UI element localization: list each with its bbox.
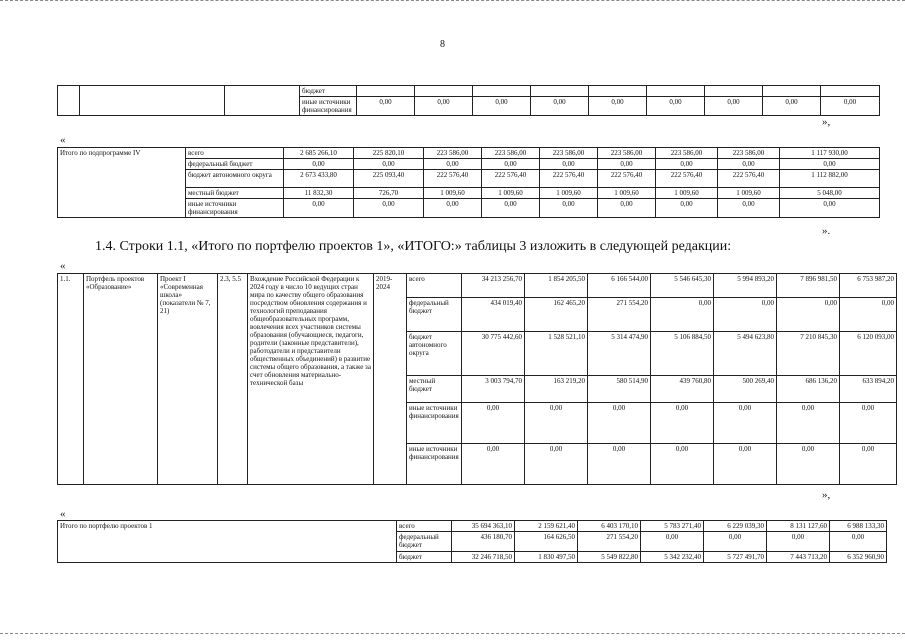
value-cell: 222 576,40 xyxy=(540,170,598,188)
value-cell: 6 120 093,00 xyxy=(840,332,897,376)
subprogram-title: Итого по подпрограмме IV xyxy=(58,148,186,218)
row-label: местный бюджет xyxy=(186,188,284,199)
value-cell: 5 314 474,90 xyxy=(588,332,651,376)
value-cell: 7 896 981,50 xyxy=(777,274,840,298)
value-cell: 0,00 xyxy=(777,403,840,444)
value-cell: 225 820,10 xyxy=(354,148,424,159)
value-cell: 0,00 xyxy=(821,97,880,116)
value-cell: 6 403 170,10 xyxy=(578,521,641,532)
value-cell xyxy=(531,86,589,97)
row-label: бюджет автономного округа xyxy=(186,170,284,188)
value-cell: 5 048,00 xyxy=(780,188,880,199)
value-cell: 0,00 xyxy=(424,199,482,218)
row-label: иные источники финансирования xyxy=(407,403,462,444)
value-cell: 1 854 205,50 xyxy=(525,274,588,298)
value-cell xyxy=(821,86,880,97)
value-cell: 223 586,00 xyxy=(656,148,718,159)
value-cell xyxy=(415,86,473,97)
value-cell: 5 106 884,50 xyxy=(651,332,714,376)
project-name: Проект I «Современная школа» (показатели № 7, 21) xyxy=(158,274,218,485)
row-label: бюджет xyxy=(397,552,452,563)
value-cell: 0,00 xyxy=(357,97,415,116)
portfolio-name: Портфель проектов «Образование» xyxy=(84,274,158,485)
value-cell: 223 586,00 xyxy=(424,148,482,159)
row-label: бюджет xyxy=(300,86,357,97)
value-cell: 5 549 822,80 xyxy=(578,552,641,563)
page-bottom-edge xyxy=(0,633,905,636)
value-cell: 0,00 xyxy=(780,199,880,218)
row-label: бюджет автономного округа xyxy=(407,332,462,376)
value-cell: 5 546 645,30 xyxy=(651,274,714,298)
value-cell: 0,00 xyxy=(840,444,897,485)
value-cell: 1 009,60 xyxy=(656,188,718,199)
row-label: всего xyxy=(186,148,284,159)
value-cell: 222 576,40 xyxy=(718,170,780,188)
close-quote: », xyxy=(822,116,831,128)
value-cell: 0,00 xyxy=(284,199,354,218)
page-top-edge xyxy=(0,0,905,3)
row-label: иные источники финансирования xyxy=(300,97,357,116)
value-cell: 0,00 xyxy=(462,444,525,485)
row-label: федеральный бюджет xyxy=(397,532,452,552)
value-cell: 0,00 xyxy=(656,159,718,170)
value-cell: 0,00 xyxy=(424,159,482,170)
empty-cell xyxy=(80,86,225,116)
row-label: иные источники финансирования xyxy=(186,199,284,218)
table-portfolio-1-total xyxy=(57,520,887,563)
value-cell: 6 988 133,30 xyxy=(830,521,887,532)
table-row-1-1 xyxy=(57,273,897,485)
close-quote: », xyxy=(822,489,831,501)
value-cell: 2 159 621,40 xyxy=(515,521,578,532)
value-cell: 0,00 xyxy=(777,444,840,485)
value-cell: 6 753 987,20 xyxy=(840,274,897,298)
value-cell: 0,00 xyxy=(651,444,714,485)
value-cell: 6 166 544,00 xyxy=(588,274,651,298)
value-cell: 0,00 xyxy=(777,298,840,332)
value-cell xyxy=(705,86,763,97)
value-cell: 0,00 xyxy=(482,199,540,218)
value-cell: 580 514,90 xyxy=(588,376,651,403)
value-cell: 0,00 xyxy=(704,532,767,552)
table-subprogram-4-total xyxy=(57,147,880,218)
row-label: федеральный бюджет xyxy=(186,159,284,170)
section-heading: 1.4. Строки 1.1, «Итого по портфелю проектов 1», «ИТОГО:» таблицы 3 изложить в следующей редакции: xyxy=(95,239,732,254)
value-cell: 0,00 xyxy=(656,199,718,218)
value-cell: 1 009,60 xyxy=(482,188,540,199)
value-cell: 32 246 718,50 xyxy=(452,552,515,563)
value-cell: 1 112 882,00 xyxy=(780,170,880,188)
value-cell: 1 009,60 xyxy=(598,188,656,199)
row-label: иные источники финансирования xyxy=(407,444,462,485)
value-cell: 1 528 521,10 xyxy=(525,332,588,376)
value-cell: 222 576,40 xyxy=(482,170,540,188)
goal-numbers: 2.3, 5.5 xyxy=(218,274,248,485)
value-cell: 0,00 xyxy=(482,159,540,170)
page-number: 8 xyxy=(440,39,445,50)
value-cell: 1 009,60 xyxy=(424,188,482,199)
value-cell: 3 003 794,70 xyxy=(462,376,525,403)
value-cell: 271 554,20 xyxy=(588,298,651,332)
value-cell: 7 443 713,20 xyxy=(767,552,830,563)
value-cell: 0,00 xyxy=(598,159,656,170)
value-cell: 726,70 xyxy=(354,188,424,199)
value-cell: 35 694 363,10 xyxy=(452,521,515,532)
value-cell xyxy=(357,86,415,97)
value-cell: 434 019,40 xyxy=(462,298,525,332)
portfolio-total-title: Итого по портфелю проектов 1 xyxy=(58,521,397,563)
value-cell: 5 494 623,80 xyxy=(714,332,777,376)
value-cell: 5 342 232,40 xyxy=(641,552,704,563)
value-cell: 2 673 433,80 xyxy=(284,170,354,188)
value-cell: 0,00 xyxy=(473,97,531,116)
value-cell: 223 586,00 xyxy=(540,148,598,159)
value-cell: 223 586,00 xyxy=(718,148,780,159)
open-quote: « xyxy=(60,260,66,272)
value-cell: 2 685 266,10 xyxy=(284,148,354,159)
value-cell: 1 117 930,00 xyxy=(780,148,880,159)
value-cell: 0,00 xyxy=(588,403,651,444)
value-cell: 686 136,20 xyxy=(777,376,840,403)
open-quote: « xyxy=(60,508,66,520)
value-cell: 0,00 xyxy=(840,298,897,332)
value-cell: 633 894,20 xyxy=(840,376,897,403)
value-cell xyxy=(647,86,705,97)
value-cell: 0,00 xyxy=(588,444,651,485)
value-cell: 0,00 xyxy=(589,97,647,116)
value-cell xyxy=(589,86,647,97)
value-cell: 0,00 xyxy=(840,403,897,444)
value-cell: 5 727 491,70 xyxy=(704,552,767,563)
value-cell: 30 775 442,60 xyxy=(462,332,525,376)
value-cell: 5 783 271,40 xyxy=(641,521,704,532)
value-cell: 5 994 893,20 xyxy=(714,274,777,298)
value-cell xyxy=(473,86,531,97)
value-cell: 163 219,20 xyxy=(525,376,588,403)
empty-cell xyxy=(58,86,80,116)
value-cell: 1 009,60 xyxy=(540,188,598,199)
value-cell: 0,00 xyxy=(525,403,588,444)
value-cell: 439 760,80 xyxy=(651,376,714,403)
row-number: 1.1. xyxy=(58,274,84,485)
value-cell: 222 576,40 xyxy=(424,170,482,188)
value-cell: 0,00 xyxy=(284,159,354,170)
value-cell: 0,00 xyxy=(354,199,424,218)
value-cell: 0,00 xyxy=(830,532,887,552)
value-cell: 6 352 960,90 xyxy=(830,552,887,563)
table-continuation xyxy=(57,85,880,116)
value-cell: 0,00 xyxy=(714,298,777,332)
value-cell: 0,00 xyxy=(531,97,589,116)
value-cell: 225 093,40 xyxy=(354,170,424,188)
project-result: Вхождение Российской Федерации к 2024 году в число 10 ведущих стран мира по качеству общего образования посредством обновления содержания и технологий преподавания общеобразовательных программ, вовлечения всех участников системы образования (обучающиеся, педагоги, родители (законные представители), работодатели и представители общественных объединений) в развитие системы общего образования, а также за счет обновления материально-технической базы xyxy=(248,274,374,485)
value-cell: 162 465,20 xyxy=(525,298,588,332)
value-cell: 11 832,30 xyxy=(284,188,354,199)
value-cell: 222 576,40 xyxy=(598,170,656,188)
value-cell: 436 180,70 xyxy=(452,532,515,552)
value-cell xyxy=(763,86,821,97)
value-cell: 34 213 256,70 xyxy=(462,274,525,298)
open-quote: « xyxy=(60,134,66,146)
value-cell: 0,00 xyxy=(780,159,880,170)
value-cell: 0,00 xyxy=(540,199,598,218)
value-cell: 0,00 xyxy=(705,97,763,116)
value-cell: 8 131 127,60 xyxy=(767,521,830,532)
value-cell: 0,00 xyxy=(718,199,780,218)
value-cell: 0,00 xyxy=(540,159,598,170)
value-cell: 0,00 xyxy=(651,403,714,444)
value-cell: 223 586,00 xyxy=(598,148,656,159)
close-quote: ». xyxy=(822,225,831,237)
value-cell: 0,00 xyxy=(763,97,821,116)
value-cell: 0,00 xyxy=(354,159,424,170)
value-cell: 0,00 xyxy=(651,298,714,332)
value-cell: 0,00 xyxy=(415,97,473,116)
value-cell: 7 210 845,30 xyxy=(777,332,840,376)
value-cell: 164 626,50 xyxy=(515,532,578,552)
row-label: всего xyxy=(407,274,462,298)
row-label: федеральный бюджет xyxy=(407,298,462,332)
value-cell: 222 576,40 xyxy=(656,170,718,188)
value-cell: 1 009,60 xyxy=(718,188,780,199)
value-cell: 0,00 xyxy=(714,444,777,485)
value-cell: 500 269,40 xyxy=(714,376,777,403)
value-cell: 0,00 xyxy=(714,403,777,444)
value-cell: 1 830 497,50 xyxy=(515,552,578,563)
value-cell: 0,00 xyxy=(525,444,588,485)
value-cell: 271 554,20 xyxy=(578,532,641,552)
value-cell: 0,00 xyxy=(641,532,704,552)
value-cell: 6 229 039,30 xyxy=(704,521,767,532)
row-label: всего xyxy=(397,521,452,532)
project-years: 2019-2024 xyxy=(374,274,407,485)
value-cell: 223 586,00 xyxy=(482,148,540,159)
empty-cell xyxy=(225,86,300,116)
value-cell: 0,00 xyxy=(718,159,780,170)
value-cell: 0,00 xyxy=(598,199,656,218)
row-label: местный бюджет xyxy=(407,376,462,403)
value-cell: 0,00 xyxy=(647,97,705,116)
value-cell: 0,00 xyxy=(767,532,830,552)
value-cell: 0,00 xyxy=(462,403,525,444)
